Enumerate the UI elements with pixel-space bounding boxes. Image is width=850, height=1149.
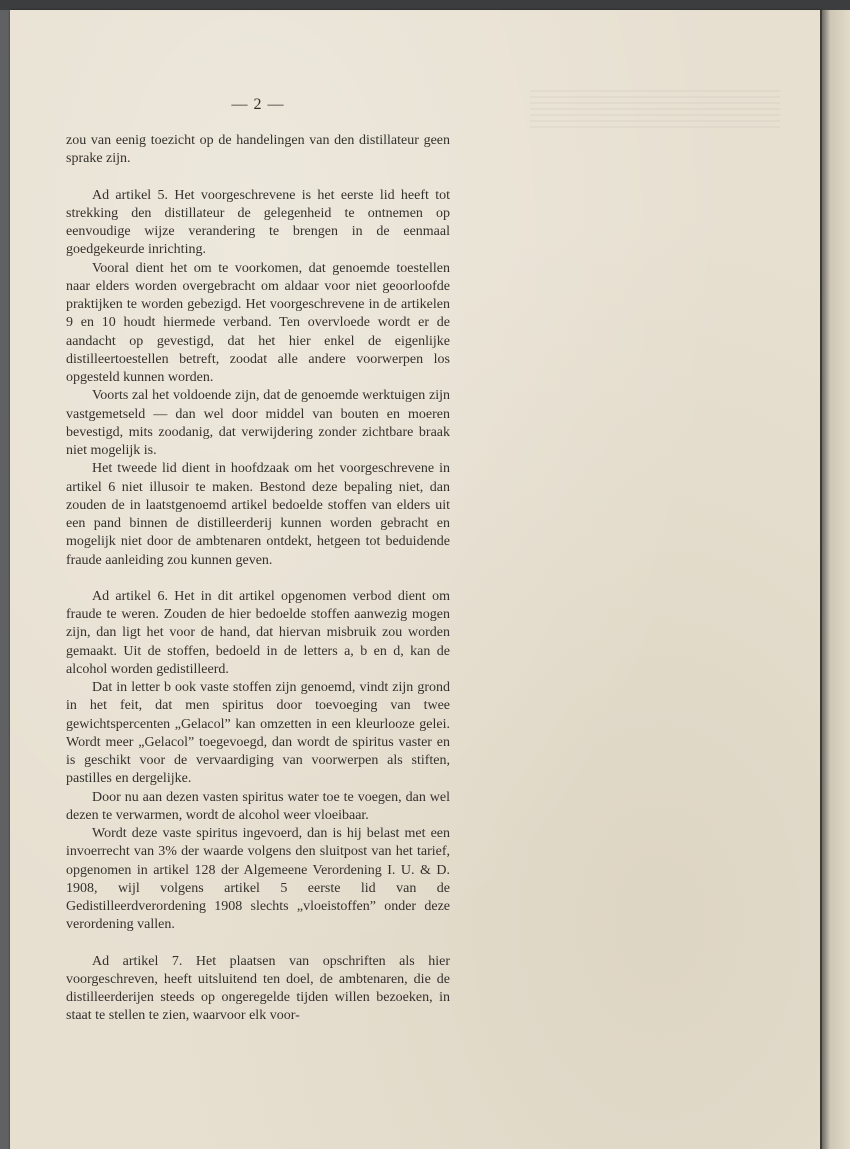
scan-top-border (0, 0, 850, 10)
paragraph-vooral: Vooral dient het om te voorkomen, dat genoemde toestellen naar elders worden overgebracht om aldaar voor niet geoorloofde praktijken te worden gebezigd. Het voorgeschrevene in de artikelen 9 en 10 houdt hiermede verband. Ten overvloede wordt er de aandacht op gevestigd, dat het hier enkel de eigenlijke distilleertoestellen betreft, zoodat alle andere voorwerpen los opgesteld kunnen worden. (66, 260, 450, 385)
text-column (66, 132, 450, 1026)
paragraph-continuation: zou van eenig toezicht op de handelingen van den distillateur geen sprake zijn. (66, 133, 450, 167)
paragraph-artikel-6: Ad artikel 6. Het in dit artikel opgenomen verbod dient om fraude te weren. Zouden de hier bedoelde stoffen aanwezig mogen zijn, dan ligt het voor de hand, dat hiervan misbruik zou worden gemaakt. Uit de stoffen, bedoeld in de letters a, b en d, kan de alcohol worden gedistilleerd. (66, 588, 450, 677)
page-number: — 2 — (231, 96, 285, 113)
paragraph-artikel-5: Ad artikel 5. Het voorgeschrevene is het eerste lid heeft tot strekking den distillateur de gelegenheid te ontnemen op eenvoudige wijze verandering te brengen in de eenmaal goedgekeurde inrichting. (66, 187, 450, 258)
paragraph-tweede-lid: Het tweede lid dient in hoofdzaak om het voorgeschrevene in artikel 6 niet illusoir te maken. Bestond deze bepaling niet, dan zouden de in laatstgenoemd artikel bedoelde stoffen van elders uit een pand binnen de distilleerderij kunnen worden gebracht en mogelijk niet door de ambtenaren ontdekt, hetgeen tot beduidende fraude aanleiding zou kunnen geven. (66, 461, 450, 568)
paragraph-door-nu: Door nu aan dezen vasten spiritus water toe te voegen, dan wel dezen te verwarmen, wordt de alcohol weer vloeibaar. (66, 789, 450, 823)
adjacent-page-edge (822, 10, 850, 1149)
bleed-through-text (530, 90, 780, 130)
paragraph-invoerrecht: Wordt deze vaste spiritus ingevoerd, dan is hij belast met een invoerrecht van 3% der waarde volgens den sluitpost van het tarief, opgenomen in artikel 128 der Algemeene Verordening I. U. & D. 1908, wijl volgens artikel 5 eerste lid van de Gedistilleerdverordening 1908 slechts „vloeistoffen” onder deze verordening vallen. (66, 826, 450, 933)
paragraph-voorts: Voorts zal het voldoende zijn, dat de genoemde werktuigen zijn vastgemetseld — dan wel door middel van bouten en moeren bevestigd, mits zoodanig, dat verwijdering zonder zichtbare braak niet mogelijk is. (66, 388, 450, 458)
paragraph-letter-b: Dat in letter b ook vaste stoffen zijn genoemd, vindt zijn grond in het feit, dat men spiritus door toevoeging van twee gewichtspercenten „Gelacol” kan omzetten in een kleurlooze gelei. Wordt meer „Gelacol” toegevoegd, dan wordt de spiritus vaster en is geschikt voor de vervaardiging van voorwerpen als stiften, pastilles en dergelijke. (66, 680, 450, 787)
paragraph-artikel-7: Ad artikel 7. Het plaatsen van opschriften als hier voorgeschreven, heeft uitsluitend ten doel, de ambtenaren, die de distilleerderijen steeds op ongeregelde tijden willen bezoeken, in staat te stellen te zien, waarvoor elk voor- (66, 953, 450, 1024)
